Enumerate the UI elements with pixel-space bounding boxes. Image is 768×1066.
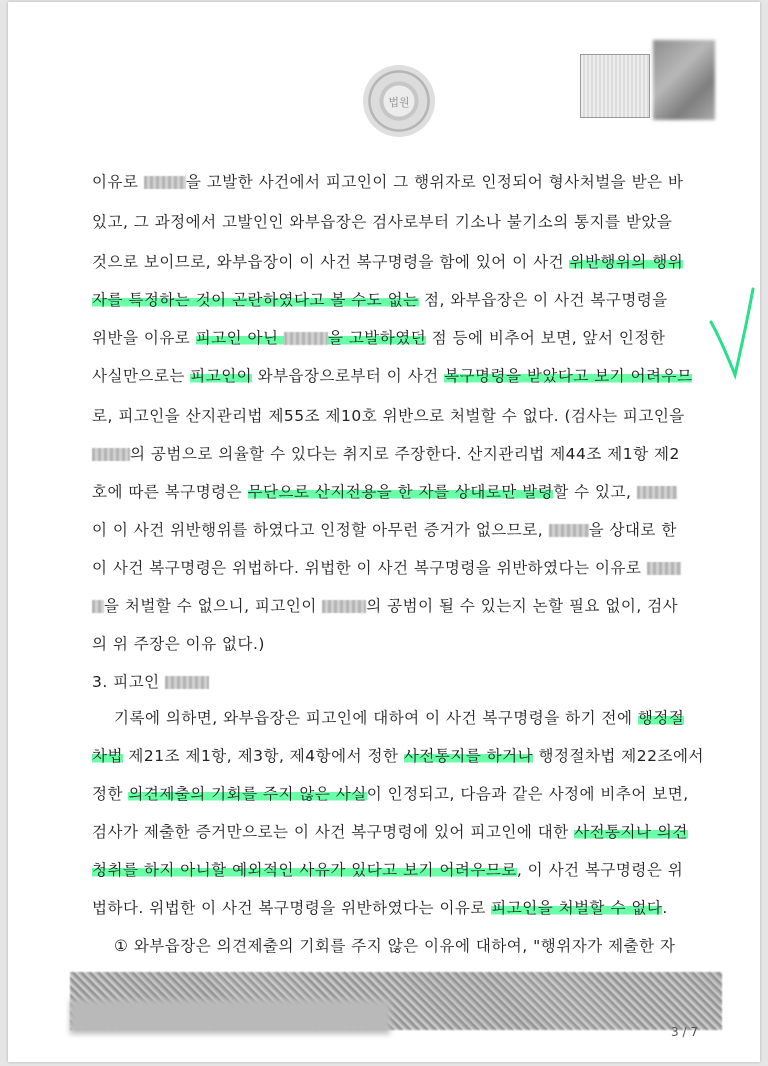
highlighted-text: 사전통지를 하거나: [403, 747, 534, 765]
redacted-name: [92, 600, 104, 613]
highlighted-text: 차법: [92, 747, 123, 765]
document-page: [8, 2, 760, 1062]
text-span: 호에 따른 복구명령은: [92, 483, 248, 501]
text-line: [92, 784, 689, 804]
highlighted-text: 무단으로 산지전용을 한 자를 상대로만 발령: [247, 483, 554, 501]
text-line: [92, 290, 668, 310]
highlighted-text: 자를 특정하는 것이 곤란하였다고 볼 수도 없는: [92, 291, 419, 309]
text-line: [114, 708, 684, 728]
redacted-name: [144, 176, 186, 189]
text-line: [92, 860, 683, 880]
text-span: 와부읍장으로부터 이 사건: [252, 367, 445, 385]
redacted-name: [322, 600, 366, 613]
text-span: 3. 피고인: [92, 673, 166, 691]
seal-text: 법원: [388, 96, 410, 109]
text-line: [92, 520, 677, 540]
checkmark-icon: [708, 287, 758, 382]
text-span: 을 고발한 사건에서 피고인이 그 행위자로 인정되어 형사처벌을 받은 바: [185, 173, 684, 191]
highlighted-text: 피고인을 처벌할 수 없다: [491, 899, 663, 917]
highlighted-text: 피고인 아닌: [195, 329, 284, 347]
highlighted-text: 행정절: [637, 709, 685, 727]
text-line: [92, 212, 672, 232]
text-span: 할 수 있고,: [553, 483, 637, 501]
text-span: 제21조 제1항, 제3항, 제4항에서 정한: [122, 747, 404, 765]
text-span: 이 이 사건 위반행위를 하였다고 인정할 아무런 증거가 없으므로,: [92, 521, 549, 539]
text-line: [92, 366, 692, 386]
highlighted-text: 을 고발하였던: [327, 329, 427, 347]
page-number: 3 / 7: [671, 1025, 698, 1039]
highlighted-text: 피고인이: [190, 367, 253, 385]
text-span: 점 등에 비추어 보면, 앞서 인정한: [426, 329, 666, 347]
text-line: [92, 482, 677, 502]
highlighted-text: 사전통지나 의견: [574, 823, 688, 841]
highlighted-text: 의견제출의 기회를 주지 않은 사실: [128, 785, 367, 803]
redacted-name: [165, 676, 209, 689]
highlighted-text: 복구명령을 받았다고 보기 어려우므: [444, 367, 693, 385]
highlighted-text: 위반행위의 행위: [569, 253, 684, 271]
text-line: [92, 406, 685, 426]
redacted-footer-block: [70, 1000, 390, 1034]
text-line: [92, 672, 209, 692]
text-line: [92, 898, 668, 918]
text-span: 점, 와부읍장은 이 사건 복구명령을: [418, 291, 668, 309]
redacted-name: [647, 562, 681, 575]
text-line: [92, 746, 704, 766]
text-span: 정한: [92, 785, 129, 803]
text-span: , 이 사건 복구명령은 위: [516, 861, 684, 879]
text-span: 이유로: [92, 173, 144, 191]
text-span: 사실만으로는: [92, 367, 191, 385]
text-span: 이 인정되고, 다음과 같은 사정에 비추어 보면,: [366, 785, 689, 803]
text-line: [92, 252, 683, 272]
text-span: 있고, 그 과정에서 고발인인 와부읍장은 검사로부터 기소나 불기소의 통지를 받았을: [92, 213, 673, 231]
redacted-name: [637, 486, 677, 499]
text-line: [92, 596, 678, 616]
highlighted-text: 청취를 하지 아니할 예외적인 사유가 있다고 보기 어려우므로: [92, 861, 517, 879]
redacted-name: [92, 448, 130, 461]
text-line: [92, 328, 665, 348]
text-span: 것으로 보이므로, 와부읍장이 이 사건 복구명령을 함에 있어 이 사건: [92, 253, 570, 271]
text-span: 로, 피고인을 산지관리법 제55조 제10호 위반으로 처벌할 수 없다. (검사는 피고인을: [92, 407, 685, 425]
text-span: 위반을 이유로: [92, 329, 196, 347]
text-span: .: [662, 899, 668, 917]
text-span: 의 공범으로 의율할 수 있다는 취지로 주장한다. 산지관리법 제44조 제1항 제2: [130, 445, 680, 463]
text-line: [114, 936, 675, 956]
text-span: 검사가 제출한 증거만으로는 이 사건 복구명령에 있어 피고인에 대한: [92, 823, 575, 841]
text-span: ① 와부읍장은 의견제출의 기회를 주지 않은 이유에 대하여, "행위자가 제출한 자: [114, 937, 676, 955]
text-span: 기록에 의하면, 와부읍장은 피고인에 대하여 이 사건 복구명령을 하기 전에: [114, 709, 638, 727]
court-seal-icon: [363, 65, 435, 137]
text-span: 을 상대로 한: [588, 521, 677, 539]
text-line: [92, 444, 680, 464]
redacted-name: [549, 524, 589, 537]
text-line: [92, 172, 683, 192]
text-span: 의 공범이 될 수 있는지 논할 필요 없이, 검사: [366, 597, 679, 615]
redacted-name: [284, 332, 328, 345]
text-line: [92, 822, 688, 842]
text-span: 행정절차법 제22조에서: [533, 747, 704, 765]
text-span: 법하다. 위법한 이 사건 복구명령을 위반하였다는 이유로: [92, 899, 492, 917]
redacted-stamp-box: [580, 54, 650, 118]
text-span: 을 처벌할 수 없으니, 피고인이: [104, 597, 323, 615]
text-line: [92, 558, 681, 578]
redacted-corner-mark: [653, 40, 715, 120]
text-line: [92, 634, 265, 654]
text-span: 이 사건 복구명령은 위법하다. 위법한 이 사건 복구명령을 위반하였다는 이유로: [92, 559, 647, 577]
text-span: 의 위 주장은 이유 없다.): [92, 635, 265, 653]
